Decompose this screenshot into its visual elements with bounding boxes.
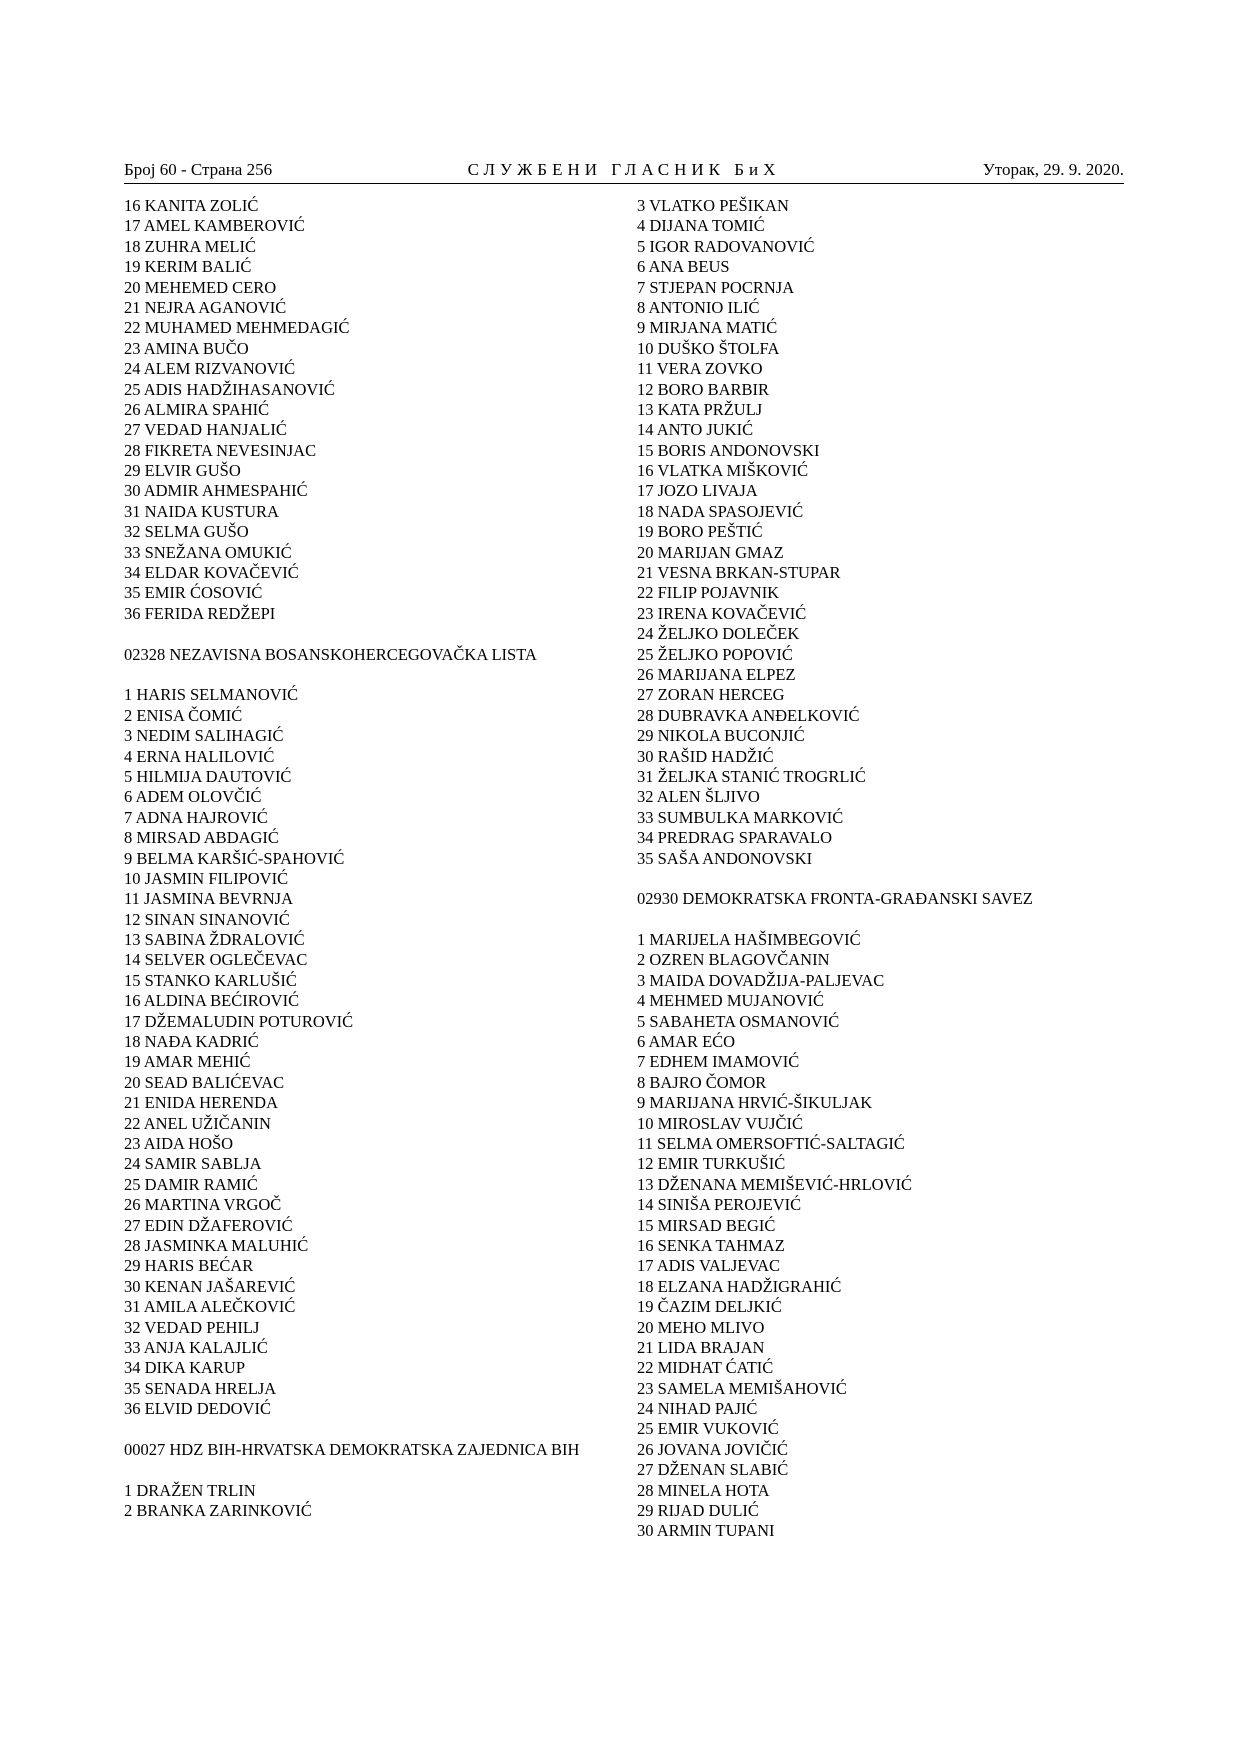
candidate-entry: 29 NIKOLA BUCONJIĆ bbox=[637, 726, 805, 746]
candidate-entry: 2 BRANKA ZARINKOVIĆ bbox=[124, 1501, 312, 1521]
candidate-entry: 25 ADIS HADŽIHASANOVIĆ bbox=[124, 379, 335, 399]
candidate-entry: 30 KENAN JAŠAREVIĆ bbox=[124, 1276, 296, 1296]
party-list-heading: 02328 NEZAVISNA BOSANSKOHERCEGOVAČKA LISTA bbox=[124, 644, 537, 664]
candidate-entry: 31 NAIDA KUSTURA bbox=[124, 501, 279, 521]
candidate-entry: 25 EMIR VUKOVIĆ bbox=[637, 1419, 779, 1439]
candidate-entry: 19 KERIM BALIĆ bbox=[124, 257, 252, 277]
candidate-entry: 25 ŽELJKO POPOVIĆ bbox=[637, 644, 793, 664]
candidate-entry: 11 JASMINA BEVRNJA bbox=[124, 889, 293, 909]
candidate-entry: 27 VEDAD HANJALIĆ bbox=[124, 420, 287, 440]
candidate-entry: 35 EMIR ĆOSOVIĆ bbox=[124, 583, 263, 603]
candidate-entry: 26 MARIJANA ELPEZ bbox=[637, 664, 796, 684]
issue-date: Уторак, 29. 9. 2020. bbox=[982, 160, 1124, 179]
spacer bbox=[124, 1460, 604, 1480]
candidate-entry: 32 ALEN ŠLJIVO bbox=[637, 787, 760, 807]
candidate-entry: 28 FIKRETA NEVESINJAC bbox=[124, 440, 317, 460]
candidate-entry: 11 VERA ZOVKO bbox=[637, 359, 763, 379]
candidate-entry: 21 ENIDA HERENDA bbox=[124, 1093, 278, 1113]
gazette-title: СЛУЖБЕНИ ГЛАСНИК БиХ bbox=[467, 160, 781, 179]
candidate-entry: 22 MIDHAT ĆATIĆ bbox=[637, 1358, 774, 1378]
candidate-entry: 18 NAĐA KADRIĆ bbox=[124, 1032, 259, 1052]
candidate-entry: 21 LIDA BRAJAN bbox=[637, 1337, 765, 1357]
candidate-entry: 5 HILMIJA DAUTOVIĆ bbox=[124, 766, 292, 786]
candidate-entry: 26 MARTINA VRGOČ bbox=[124, 1195, 282, 1215]
candidate-entry: 12 SINAN SINANOVIĆ bbox=[124, 909, 290, 929]
candidate-entry: 16 KANITA ZOLIĆ bbox=[124, 196, 259, 215]
candidate-entry: 22 MUHAMED MEHMEDAGIĆ bbox=[124, 318, 350, 338]
candidate-entry: 16 ALDINA BEĆIROVIĆ bbox=[124, 991, 300, 1011]
candidate-entry: 8 MIRSAD ABDAGIĆ bbox=[124, 828, 279, 848]
candidate-entry: 9 MARIJANA HRVIĆ-ŠIKULJAK bbox=[637, 1093, 873, 1113]
candidate-entry: 3 VLATKO PEŠIKAN bbox=[637, 196, 789, 215]
candidate-entry: 30 RAŠID HADŽIĆ bbox=[637, 746, 774, 766]
candidate-entry: 31 AMILA ALEČKOVIĆ bbox=[124, 1297, 296, 1317]
candidate-entry: 36 FERIDA REDŽEPI bbox=[124, 603, 276, 623]
candidate-entry: 26 ALMIRA SPAHIĆ bbox=[124, 399, 270, 419]
party-list-heading: 02930 DEMOKRATSKA FRONTA-GRAĐANSKI SAVEZ bbox=[637, 889, 1033, 909]
candidate-entry: 10 JASMIN FILIPOVIĆ bbox=[124, 868, 289, 888]
candidate-entry: 16 VLATKA MIŠKOVIĆ bbox=[637, 461, 809, 481]
spacer bbox=[124, 624, 604, 644]
candidate-entry: 30 ARMIN TUPANI bbox=[637, 1521, 775, 1541]
candidate-entry: 22 FILIP POJAVNIK bbox=[637, 583, 780, 603]
candidate-entry: 26 JOVANA JOVIČIĆ bbox=[637, 1439, 788, 1459]
spacer bbox=[124, 665, 604, 685]
candidate-entry: 19 ČAZIM DELJKIĆ bbox=[637, 1297, 782, 1317]
header-divider bbox=[124, 183, 1124, 184]
candidate-entry: 14 SELVER OGLEČEVAC bbox=[124, 950, 308, 970]
candidate-entry: 7 ADNA HAJROVIĆ bbox=[124, 807, 268, 827]
candidate-entry: 28 DUBRAVKA ANĐELKOVIĆ bbox=[637, 705, 860, 725]
candidate-entry: 3 MAIDA DOVADŽIJA-PALJEVAC bbox=[637, 970, 885, 990]
candidate-entry: 17 ADIS VALJEVAC bbox=[637, 1256, 781, 1276]
candidate-entry: 23 AMINA BUČO bbox=[124, 338, 249, 358]
candidate-entry: 18 NADA SPASOJEVIĆ bbox=[637, 501, 804, 521]
candidate-entry: 14 SINIŠA PEROJEVIĆ bbox=[637, 1195, 802, 1215]
candidate-entry: 2 ENISA ČOMIĆ bbox=[124, 705, 243, 725]
candidate-entry: 15 MIRSAD BEGIĆ bbox=[637, 1215, 776, 1235]
candidate-entry: 20 MEHEMED CERO bbox=[124, 277, 277, 297]
candidate-entry: 20 MEHO MLIVO bbox=[637, 1317, 765, 1337]
candidate-entry: 1 DRAŽEN TRLIN bbox=[124, 1480, 256, 1500]
candidate-entry: 17 AMEL KAMBEROVIĆ bbox=[124, 216, 305, 236]
candidate-entry: 18 ELZANA HADŽIGRAHIĆ bbox=[637, 1276, 842, 1296]
candidate-entry: 4 MEHMED MUJANOVIĆ bbox=[637, 991, 825, 1011]
candidate-entry: 24 ALEM RIZVANOVIĆ bbox=[124, 359, 296, 379]
candidate-entry: 5 IGOR RADOVANOVIĆ bbox=[637, 236, 815, 256]
spacer bbox=[124, 1419, 604, 1439]
candidate-entry: 34 ELDAR KOVAČEVIĆ bbox=[124, 563, 299, 583]
left-column bbox=[124, 196, 604, 1521]
candidate-entry: 13 SABINA ŽDRALOVIĆ bbox=[124, 930, 305, 950]
candidate-entry: 9 BELMA KARŠIĆ-SPAHOVIĆ bbox=[124, 848, 345, 868]
candidate-entry: 13 KATA PRŽULJ bbox=[637, 399, 763, 419]
candidate-entry: 18 ZUHRA MELIĆ bbox=[124, 236, 256, 256]
candidate-entry: 33 ANJA KALAJLIĆ bbox=[124, 1337, 268, 1357]
candidate-entry: 6 ANA BEUS bbox=[637, 257, 730, 277]
candidate-entry: 21 NEJRA AGANOVIĆ bbox=[124, 297, 287, 317]
candidate-entry: 6 ADEM OLOVČIĆ bbox=[124, 787, 262, 807]
candidate-entry: 6 AMAR EĆO bbox=[637, 1032, 736, 1052]
candidate-entry: 24 NIHAD PAJIĆ bbox=[637, 1399, 758, 1419]
candidate-entry: 8 ANTONIO ILIĆ bbox=[637, 297, 760, 317]
candidate-entry: 28 JASMINKA MALUHIĆ bbox=[124, 1235, 309, 1255]
candidate-entry: 3 NEDIM SALIHAGIĆ bbox=[124, 726, 284, 746]
issue-page-number: Број 60 - Страна 256 bbox=[124, 160, 273, 179]
candidate-entry: 7 STJEPAN POCRNJA bbox=[637, 277, 795, 297]
candidate-entry: 1 HARIS SELMANOVIĆ bbox=[124, 685, 299, 705]
candidate-entry: 27 EDIN DŽAFEROVIĆ bbox=[124, 1215, 293, 1235]
candidate-entry: 36 ELVID DEDOVIĆ bbox=[124, 1399, 271, 1419]
candidate-entry: 10 MIROSLAV VUJČIĆ bbox=[637, 1113, 803, 1133]
candidate-entry: 1 MARIJELA HAŠIMBEGOVIĆ bbox=[637, 930, 861, 950]
party-list-heading: 00027 HDZ BIH-HRVATSKA DEMOKRATSKA ZAJEDNICA BIH bbox=[124, 1439, 580, 1459]
candidate-entry: 12 BORO BARBIR bbox=[637, 379, 770, 399]
candidate-entry: 4 ERNA HALILOVIĆ bbox=[124, 746, 275, 766]
candidate-entry: 20 SEAD BALIĆEVAC bbox=[124, 1072, 285, 1092]
candidate-entry: 12 EMIR TURKUŠIĆ bbox=[637, 1154, 786, 1174]
candidate-entry: 25 DAMIR RAMIĆ bbox=[124, 1174, 258, 1194]
candidate-entry: 35 SENADA HRELJA bbox=[124, 1378, 277, 1398]
candidate-entry: 19 BORO PEŠTIĆ bbox=[637, 522, 763, 542]
candidate-entry: 23 AIDA HOŠO bbox=[124, 1133, 234, 1153]
candidate-entry: 28 MINELA HOTA bbox=[637, 1480, 770, 1500]
candidate-entry: 34 DIKA KARUP bbox=[124, 1358, 246, 1378]
candidate-entry: 33 SUMBULKA MARKOVIĆ bbox=[637, 807, 844, 827]
candidate-entry: 20 MARIJAN GMAZ bbox=[637, 542, 784, 562]
candidate-entry: 15 BORIS ANDONOVSKI bbox=[637, 440, 820, 460]
candidate-entry: 27 ZORAN HERCEG bbox=[637, 685, 785, 705]
candidate-entry: 33 SNEŽANA OMUKIĆ bbox=[124, 542, 292, 562]
candidate-entry: 23 SAMELA MEMIŠAHOVIĆ bbox=[637, 1378, 847, 1398]
candidate-entry: 4 DIJANA TOMIĆ bbox=[637, 216, 765, 236]
candidate-entry: 24 ŽELJKO DOLEČEK bbox=[637, 624, 800, 644]
candidate-entry: 29 HARIS BEĆAR bbox=[124, 1256, 254, 1276]
candidate-entry: 9 MIRJANA MATIĆ bbox=[637, 318, 778, 338]
candidate-entry: 17 JOZO LIVAJA bbox=[637, 481, 758, 501]
candidate-entry: 11 SELMA OMERSOFTIĆ-SALTAGIĆ bbox=[637, 1133, 905, 1153]
candidate-entry: 19 AMAR MEHIĆ bbox=[124, 1052, 251, 1072]
candidate-entry: 21 VESNA BRKAN-STUPAR bbox=[637, 563, 841, 583]
candidate-entry: 23 IRENA KOVAČEVIĆ bbox=[637, 603, 807, 623]
candidate-entry: 7 EDHEM IMAMOVIĆ bbox=[637, 1052, 800, 1072]
candidate-entry: 16 SENKA TAHMAZ bbox=[637, 1235, 785, 1255]
candidate-entry: 17 DŽEMALUDIN POTUROVIĆ bbox=[124, 1011, 354, 1031]
candidate-entry: 30 ADMIR AHMESPAHIĆ bbox=[124, 481, 308, 501]
candidate-entry: 14 ANTO JUKIĆ bbox=[637, 420, 754, 440]
candidate-entry: 34 PREDRAG SPARAVALO bbox=[637, 828, 833, 848]
candidate-entry: 27 DŽENAN SLABIĆ bbox=[637, 1460, 789, 1480]
candidate-entry: 29 ELVIR GUŠO bbox=[124, 461, 241, 481]
candidate-entry: 22 ANEL UŽIČANIN bbox=[124, 1113, 271, 1133]
right-column bbox=[637, 196, 1117, 1542]
candidate-entry: 5 SABAHETA OSMANOVIĆ bbox=[637, 1011, 840, 1031]
candidate-entry: 10 DUŠKO ŠTOLFA bbox=[637, 338, 780, 358]
spacer bbox=[637, 869, 1117, 889]
candidate-entry: 24 SAMIR SABLJA bbox=[124, 1154, 262, 1174]
candidate-entry: 31 ŽELJKA STANIĆ TROGRLIĆ bbox=[637, 766, 866, 786]
page-header bbox=[124, 160, 1124, 182]
candidate-entry: 32 SELMA GUŠO bbox=[124, 522, 249, 542]
candidate-entry: 15 STANKO KARLUŠIĆ bbox=[124, 970, 297, 990]
candidate-entry: 29 RIJAD DULIĆ bbox=[637, 1501, 759, 1521]
candidate-entry: 35 SAŠA ANDONOVSKI bbox=[637, 848, 813, 868]
candidate-entry: 32 VEDAD PEHILJ bbox=[124, 1317, 260, 1337]
spacer bbox=[637, 910, 1117, 930]
candidate-entry: 13 DŽENANA MEMIŠEVIĆ-HRLOVIĆ bbox=[637, 1174, 912, 1194]
candidate-entry: 8 BAJRO ČOMOR bbox=[637, 1072, 767, 1092]
candidate-entry: 2 OZREN BLAGOVČANIN bbox=[637, 950, 830, 970]
